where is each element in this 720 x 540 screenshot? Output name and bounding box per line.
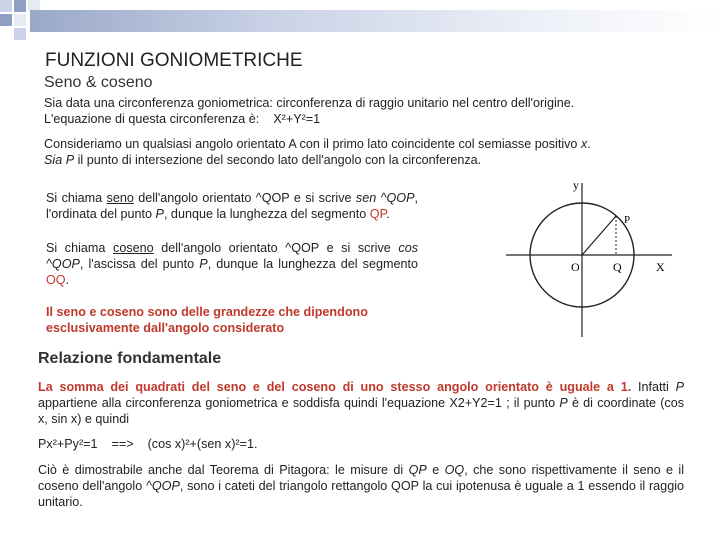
- intro-paragraph: [44, 95, 674, 127]
- label-x: X: [656, 260, 665, 274]
- circle-equation: X²+Y²=1: [273, 112, 321, 126]
- slide-title: FUNZIONI GONIOMETRICHE: [45, 50, 303, 71]
- unit-circle-diagram: [500, 175, 680, 345]
- coseno-definition: Si chiama coseno dell'angolo orientato ^QOP e si scrive cos ^QOP, l'ascissa del punto P, dunque la lunghezza del segmento OQ.: [46, 241, 418, 287]
- intro-line-1: Sia data una circonferenza goniometrica: circonferenza di raggio unitario nel centro dell'origine.: [44, 96, 575, 110]
- section-heading: Relazione fondamentale: [38, 350, 222, 367]
- coseno-term: coseno: [113, 241, 154, 255]
- intro-line-2: L'equazione di questa circonferenza è: X²+Y²=1: [44, 112, 321, 126]
- segment-oq: OQ: [46, 273, 66, 287]
- seno-definition: Si chiama seno dell'angolo orientato ^QOP e si scrive sen ^QOP, l'ordinata del punto P, dunque la lunghezza del segmento QP.: [46, 191, 418, 221]
- pythagoras-paragraph: Ciò è dimostrabile anche dal Teorema di Pitagora: le misure di QP e OQ, che sono rispettivamente il seno e il coseno dell'angolo ^QOP, sono i cateti del triangolo rettangolo QOP la cui ipotenusa è uguale a 1 essendo il raggio unitario.: [38, 463, 684, 509]
- slide-subtitle: Seno & coseno: [44, 74, 153, 91]
- highlight-note: Il seno e coseno sono delle grandezze che dipendono esclusivamente dall'angolo considerato: [46, 305, 368, 335]
- label-o: O: [571, 260, 580, 274]
- seno-term: seno: [106, 191, 134, 205]
- formula-line: Px²+Py²=1 ==> (cos x)²+(sen x)²=1.: [38, 437, 258, 451]
- label-q: Q: [613, 260, 622, 274]
- definition-paragraph: Consideriamo un qualsiasi angolo orientato A con il primo lato coincidente col semiasse positivo x. Sia P il punto di intersezione del secondo lato dell'angolo con la circonferenza.: [44, 137, 591, 167]
- header-bar: [30, 10, 720, 32]
- segment-qp: QP: [369, 207, 387, 221]
- label-y: y: [573, 178, 579, 192]
- relation-statement: La somma dei quadrati del seno e del coseno di uno stesso angolo orientato è uguale a 1.: [38, 380, 632, 394]
- relation-paragraph: La somma dei quadrati del seno e del coseno di uno stesso angolo orientato è uguale a 1. Infatti P appartiene alla circonferenza goniometrica e soddisfa quindi l'equazione X2+Y2=1 ; il punto P è di coordinate (cos x, sin x) e quindi: [38, 380, 685, 426]
- radius-op: [582, 216, 616, 255]
- label-p: P: [624, 214, 631, 226]
